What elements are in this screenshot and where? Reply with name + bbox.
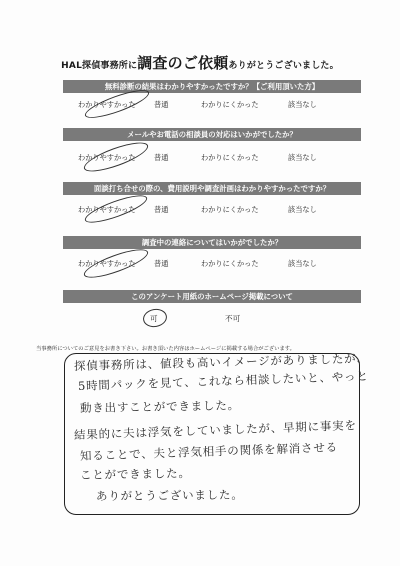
question-3-bar (63, 182, 361, 195)
comment-line: 5時間パックを見て、これなら相談したいと、やっと (77, 368, 369, 393)
title-prefix: HAL探偵事務所に (61, 61, 138, 71)
q1-option-bad[interactable]: わかりにくかった (201, 100, 259, 109)
publication-option-yes[interactable]: 可 (150, 314, 158, 323)
q3-option-normal[interactable]: 普通 (154, 205, 169, 214)
question-4-text: 調査中の連絡についてはいかがでしたか？ (141, 238, 283, 247)
question-1-text: 無料診断の結果はわかりやすかったですか？【ご利用頂いた方】 (104, 82, 320, 91)
q1-option-good[interactable]: わかりやすかった (78, 100, 136, 109)
q4-option-bad[interactable]: わかりにくかった (201, 259, 259, 268)
publication-option-no[interactable]: 不可 (225, 314, 241, 323)
q4-option-na[interactable]: 該当なし (288, 259, 317, 268)
q2-option-good[interactable]: わかりやすかった (78, 153, 136, 162)
publication-bar (63, 290, 361, 303)
title-emphasis: 調査のご依頼 (137, 54, 229, 72)
q2-option-na[interactable]: 該当なし (288, 153, 317, 162)
publication-text: このアンケート用紙のホームページ掲載について (131, 292, 293, 301)
q3-option-good[interactable]: わかりやすかった (78, 205, 136, 214)
question-3-text: 面談打ち合せの際の、費用説明や調査計画はわかりやすかったですか？ (93, 184, 331, 193)
q4-option-good[interactable]: わかりやすかった (78, 259, 136, 268)
comment-line: 動き出すことができました。 (79, 398, 241, 415)
q4-option-normal[interactable]: 普通 (154, 259, 169, 268)
q3-option-bad[interactable]: わかりにくかった (201, 205, 259, 214)
page-title (0, 52, 400, 73)
q2-option-bad[interactable]: わかりにくかった (201, 153, 259, 162)
question-4-bar (63, 236, 361, 249)
title-suffix: ありがとうございました。 (228, 61, 339, 71)
question-1-bar (63, 80, 361, 93)
comment-notice: 当事務所についてのご意見をお書き下さい。お書き頂いた内容はホームページに掲載する場合がございます。 (36, 346, 295, 352)
question-2-text: メールやお電話の相談員の対応はいかがでしたか？ (127, 130, 297, 139)
q2-option-normal[interactable]: 普通 (154, 153, 169, 162)
q3-option-na[interactable]: 該当なし (288, 205, 317, 214)
comment-line: 知ることで、夫と浮気相手の関係を解消させる (79, 439, 339, 463)
question-2-bar (63, 128, 361, 141)
q1-option-normal[interactable]: 普通 (154, 100, 169, 109)
comment-line: 探偵事務所は、値段も高いイメージがありましたが、 (73, 351, 369, 373)
comment-line: 結果的に夫は浮気をしていましたが、早期に事実を (73, 418, 357, 442)
q1-option-na[interactable]: 該当なし (288, 100, 317, 109)
comment-line: ありがとうございました。 (95, 487, 244, 503)
comment-line: ことができました。 (79, 466, 191, 482)
